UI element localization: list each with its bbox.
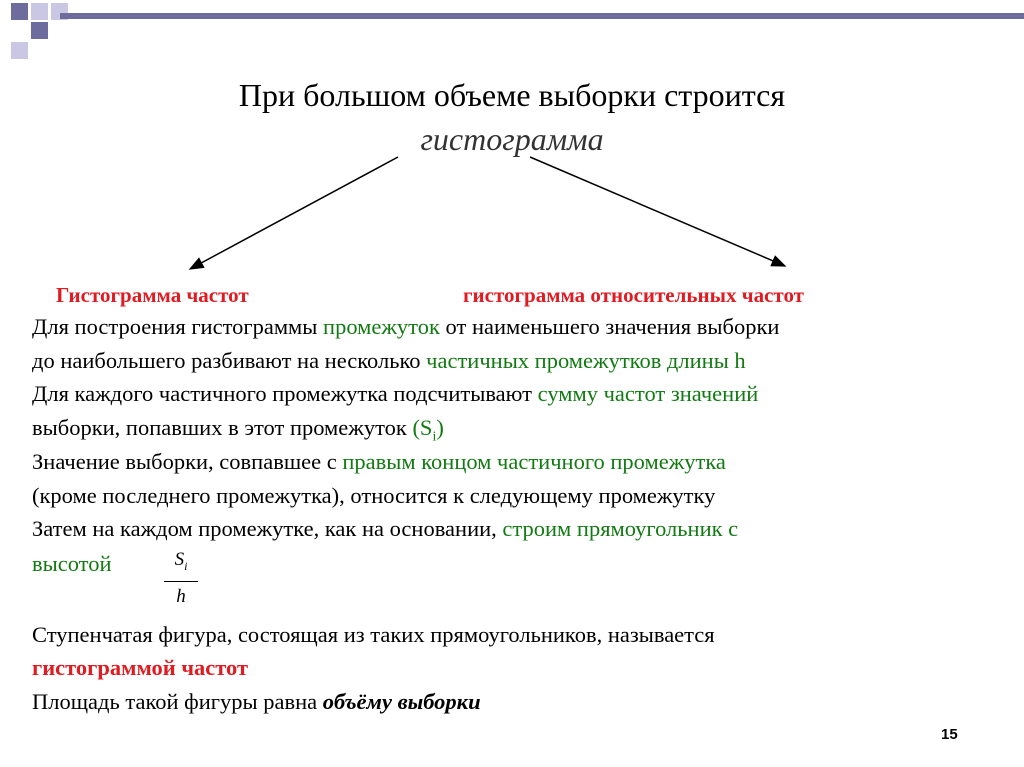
branch-label-relative-frequency-histogram: гистограмма относительных частот: [463, 283, 804, 307]
page-number: 15: [941, 726, 958, 743]
branch-label-frequency-histogram: Гистограмма частот: [56, 283, 249, 307]
arrow-left: [190, 157, 398, 269]
paragraph-line-3: Для каждого частичного промежутка подсчитывают сумму частот значений: [32, 381, 759, 406]
paragraph-line-7: Затем на каждом промежутке, как на основании, строим прямоугольник с: [32, 516, 739, 541]
paragraph-line-8: высотой: [32, 551, 112, 576]
paragraph-line-1: Для построения гистограммы промежуток от наименьшего значения выборки: [32, 314, 780, 339]
term-frequency-histogram: гистограммой частот: [32, 655, 249, 680]
paragraph-line-5: Значение выборки, совпавшее с правым концом частичного промежутка: [32, 449, 726, 474]
paragraph-line-4: выборки, попавших в этот промежуток $(S_i)$: [32, 415, 444, 445]
paragraph-line-11: Площадь такой фигуры равна объёму выборки: [32, 689, 481, 714]
slide-title: При большом объеме выборки строится: [238, 77, 786, 113]
arrow-right: [530, 157, 785, 266]
paragraph-line-9: Ступенчатая фигура, состоящая из таких прямоугольников, называется: [32, 622, 715, 647]
slide-title-term: гистограмма: [420, 121, 604, 157]
paragraph-line-6: (кроме последнего промежутка), относится к следующему промежутку: [32, 483, 716, 508]
height-formula: $S_i$ h: [164, 548, 198, 609]
paragraph-line-2: до наибольшего разбивают на несколько частичных промежутков длины h: [32, 348, 746, 373]
